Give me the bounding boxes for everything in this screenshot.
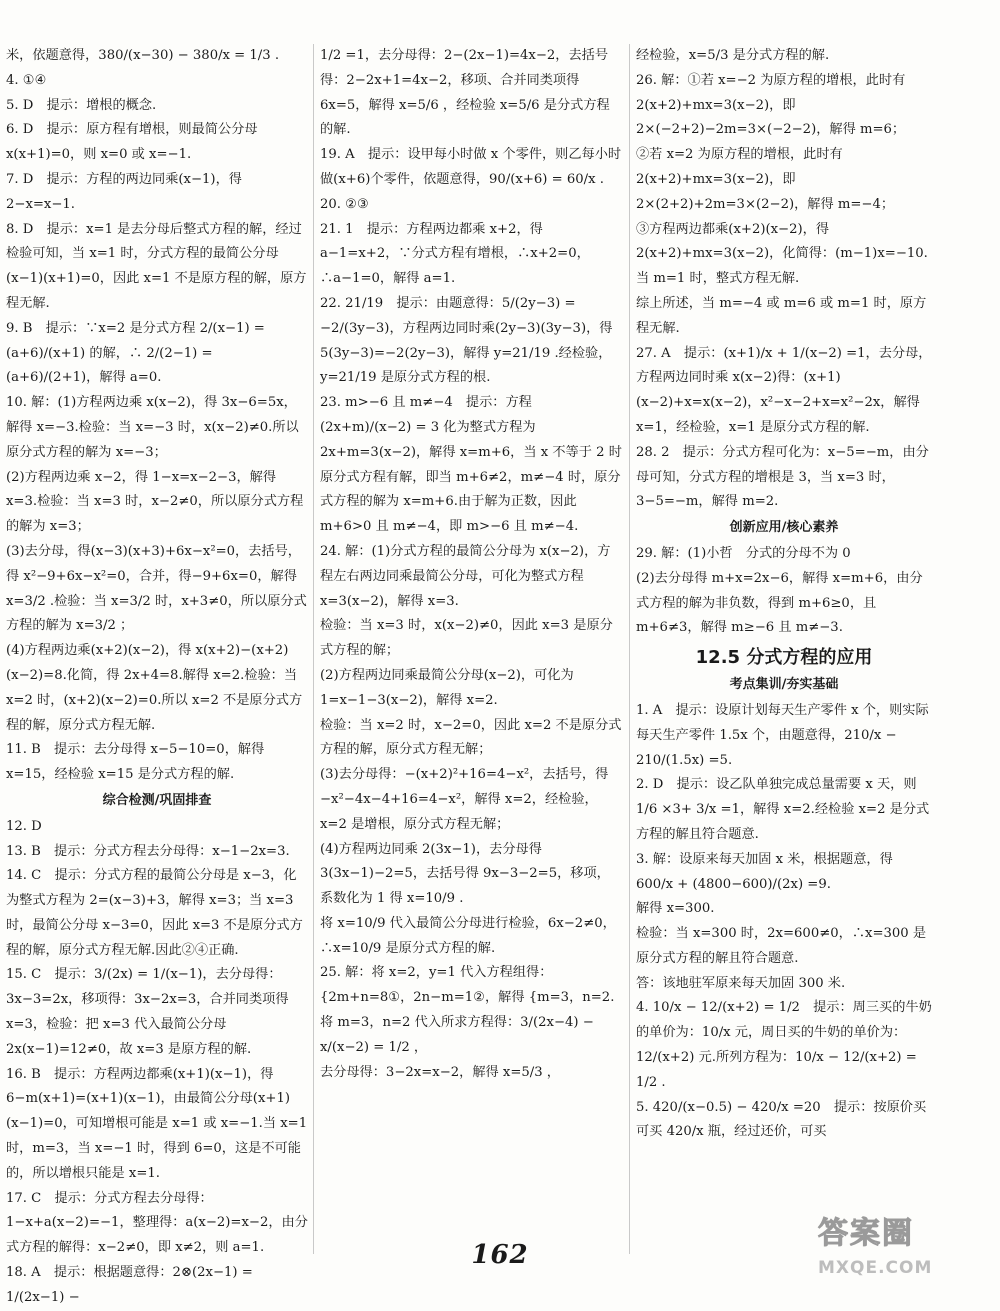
answer-column-left — [6, 44, 308, 1305]
answer-column-right — [636, 44, 932, 1239]
answer-item: 解得 x=300. — [636, 901, 715, 917]
answer-item: 当 m=1 时，整式方程无解. — [636, 271, 800, 287]
chapter-title: 分式方程的应用 — [746, 647, 873, 669]
answer-item: 检验：当 x=3 时，x(x−2)≠0，因此 x=3 是原分式方程的解； — [320, 618, 613, 659]
answer-item: 28. 2 提示：分式方程可化为：x−5=−m，由分母可知，分式方程的增根是 3，当 x=3 时，3−5=−m，解得 m=2. — [636, 444, 929, 510]
answer-item: 综上所述，当 m=−4 或 m=6 或 m=1 时，原方程无解. — [636, 295, 927, 336]
answer-item: (4)方程两边乘(x+2)(x−2)，得 x(x+2)−(x+2)(x−2)=8.化简，得 2x+4=8.解得 x=2.检验：当 x=2 时，(x+2)(x−2)=0.所以 x=2 不是原分式方程的解，原分式方程无解. — [6, 643, 303, 733]
answer-item: 27. A 提示：(x+1)/x + 1/(x−2) =1，去分母，方程两边同时乘 x(x−2)得：(x+1)(x−2)+x=x(x−2)，x²−x−2+x=x²−2x，解得 x=1，经检验，x=1 是原分式方程的解. — [636, 345, 932, 435]
answer-item: 24. 解：(1)分式方程的最简公分母为 x(x−2)，方程左右两边同乘最简公分母，可化为整式方程 x=3(x−2)，解得 x=3. — [320, 543, 611, 609]
answer-item: 将 x=10/9 代入最简公分母进行检验，6x−2≠0，∴x=10/9 是原分式方程的解. — [320, 915, 616, 956]
answer-item: 5. 420/(x−0.5) − 420/x =20 提示：按原价买可买 420/x 瓶，经过还价，可买 — [636, 1099, 927, 1140]
chapter-number: 12.5 — [695, 647, 741, 669]
answer-column-middle — [320, 44, 622, 1239]
answer-item: 19. A 提示：设甲每小时做 x 个零件，则乙每小时做(x+6)个零件，依题意得，90/(x+6) = 60/x . — [320, 147, 622, 187]
answer-item: 16. B 提示：方程两边都乘(x+1)(x−1)，得 6−m(x+1)=(x+1)(x−1)，由最简公分母(x+1)(x−1)=0，可知增根可能是 x=1 或 x=−1.当 x=1 时，m=3，当 x=−1 时，得到 6=0，这是不可能的，所以增根只能是 x=1. — [6, 1066, 308, 1181]
answer-item: 8. D 提示：x=1 是去分母后整式方程的解，经过检验可知，当 x=1 时，分式方程的最简公分母(x−1)(x+1)=0，因此 x=1 不是原方程的解，原方程无解. — [6, 221, 307, 311]
watermark-url: MXQE.COM — [818, 1258, 933, 1278]
answer-item: 2. D 提示：设乙队单独完成总量需要 x 天，则 1/6 ×3+ 3/x =1，解得 x=2.经检验 x=2 是分式方程的解且符合题意. — [636, 777, 930, 842]
answer-item: 14. C 提示：分式方程的最简公分母是 x−3，化为整式方程为 2=(x−3)+3，解得 x=3；当 x=3 时，最简公分母 x−3=0，因此 x=3 不是原分式方程的解，原分式方程无解.因此②④正确. — [6, 868, 303, 958]
answer-item: 将 m=3，n=2 代入所求方程得：3/(2x−4) − x/(x−2) = 1/2 ， — [320, 1015, 594, 1055]
answer-item: 去分母得：3−2x=x−2，解得 x=5/3 ， — [320, 1064, 560, 1080]
answer-item: 检验：当 x=300 时，2x=600≠0，∴x=300 是原分式方程的解且符合题意. — [636, 926, 927, 966]
answer-item: ③方程两边都乘(x+2)(x−2)，得 2(x+2)+mx=3(x−2)，化简得：(m−1)x=−10. — [636, 221, 928, 262]
answer-item: 9. B 提示：∵x=2 是分式方程 2/(x−1) = (a+6)/(x+1) 的解，∴ 2/(2−1) = (a+6)/(2+1)，解得 a=0. — [6, 320, 265, 386]
answer-item: (2)去分母得 m+x=2x−6，解得 x=m+6，由分式方程的解为非负数，得到 m+6≥0，且 m+6≠3，解得 m≥−6 且 m≠−3. — [636, 570, 923, 636]
answer-item: 23. m>−6 且 m≠−4 提示：方程 (2x+m)/(x−2) = 3 化为整式方程为 2x+m=3(x−2)，解得 x=m+6，当 x 不等于 2 时原分式方程有解，即当 m+6≠2，m≠−4 时，原分式方程的解为 x=m+6.由于解为正数，因此 m+6>0 且 m≠−4，即 m>−6 且 m≠−4. — [320, 395, 622, 535]
watermark-logo-text: 答案圈 — [818, 1216, 914, 1251]
answer-item: 25. 解：将 x=2，y=1 代入方程组得：{2m+n=8①，2n−m=1②，解得 {m=3，n=2. — [320, 965, 615, 1006]
answer-item: 答：该地驻军原来每天加固 300 米. — [636, 975, 846, 991]
answer-item: 3. 解：设原来每天加固 x 米，根据题意，得 600/x + (4800−600)/(2x) =9. — [636, 851, 893, 892]
answer-item: 13. B 提示：分式方程去分母得：x−1−2x=3. — [6, 843, 290, 859]
answer-item: 经检验，x=5/3 是分式方程的解. — [636, 48, 830, 63]
answer-item: (2)方程两边乘 x−2，得 1−x=x−2−3，解得 x=3.检验：当 x=3 时，x−2≠0，所以原分式方程的解为 x=3； — [6, 469, 304, 535]
page-number: 162 — [471, 1240, 529, 1270]
answer-item: 1. A 提示：设原计划每天生产零件 x 个，则实际每天生产零件 1.5x 个，由题意得，210/x − 210/(1.5x) =5. — [636, 702, 929, 768]
answer-item: 6. D 提示：原方程有增根，则最简公分母 x(x+1)=0，则 x=0 或 x=−1. — [6, 122, 258, 163]
column-divider — [629, 44, 630, 1254]
answer-item: 米，依题意得，380/(x−30) − 380/x = 1/3 . — [6, 48, 280, 63]
answer-item: 1/2 =1，去分母得：2−(2x−1)=4x−2，去括号得：2−2x+1=4x−2，移项、合并同类项得 6x=5，解得 x=5/6 ，经检验 x=5/6 是分式方程的解. — [320, 48, 610, 138]
answer-item: 检验：当 x=2 时，x−2=0，因此 x=2 不是原分式方程的解，原分式方程无解； — [320, 717, 622, 758]
answer-item: 22. 21/19 提示：由题意得：5/(2y−3) = −2/(3y−3)，方程两边同时乘(2y−3)(3y−3)，得 5(3y−3)=−2(2y−3)，解得 y=21/19 .经检验，y=21/19 是原分式方程的根. — [320, 295, 613, 386]
answer-item: 26. 解：①若 x=−2 为原方程的增根，此时有 2(x+2)+mx=3(x−2)，即 2×(−2+2)−2m=3×(−2−2)，解得 m=6； — [636, 72, 906, 138]
answer-item: 15. C 提示：3/(2x) = 1/(x−1)，去分母得：3x−3=2x，移项得：3x−2x=3，合并同类项得 x=3，检验：把 x=3 代入最简公分母 2x(x−1)=12≠0，故 x=3 是原方程的解. — [6, 967, 289, 1057]
answer-item: 11. B 提示：去分母得 x−5−10=0，解得 x=15，经检验 x=15 是分式方程的解. — [6, 742, 265, 783]
answer-item: 4. ①④ — [6, 72, 47, 88]
section-heading: 综合检测/巩固排查 — [102, 792, 212, 808]
section-heading: 考点集训/夯实基础 — [729, 677, 839, 693]
answer-item: 7. D 提示：方程的两边同乘(x−1)，得 2−x=x−1. — [6, 171, 242, 212]
answer-item: 17. C 提示：分式方程去分母得：1−x+a(x−2)=−1，整理得：a(x−2)=x−2，由分式方程的解得：x−2≠0，即 x≠2，则 a=1. — [6, 1190, 308, 1256]
answer-item: (3)去分母，得(x−3)(x+3)+6x−x²=0，去括号，得 x²−9+6x−x²=0，合并，得−9+6x=0，解得 x=3/2 .检验：当 x=3/2 时，x+3≠0，所以原分式方程的解为 x=3/2 ； — [6, 543, 307, 634]
answer-item: 21. 1 提示：方程两边都乘 x+2，得 a−1=x+2，∵分式方程有增根，∴x+2=0，∴a−1=0，解得 a=1. — [320, 221, 590, 287]
answer-item: (2)方程两边同乘最简公分母(x−2)，可化为 1=x−1−3(x−2)，解得 x=2. — [320, 667, 574, 708]
answer-item: 4. 10/x − 12/(x+2) = 1/2 提示：周三买的牛奶的单价为：10/x 元，周日买的牛奶的单价为：12/(x+2) 元.所列方程为：10/x − 12/(x+2) = 1/2 . — [636, 1000, 932, 1090]
answer-item: 18. A 提示：根据题意得：2⊗(2x−1) = 1/(2x−1) − — [6, 1265, 253, 1305]
answer-item: 5. D 提示：增根的概念. — [6, 97, 157, 113]
answer-item: 29. 解：(1)小哲 分式的分母不为 0 — [636, 545, 851, 561]
answer-item: (3)去分母得：−(x+2)²+16=4−x²，去括号，得−x²−4x−4+16=4−x²，解得 x=2，经检验，x=2 是增根，原分式方程无解； — [320, 767, 609, 832]
column-divider — [313, 44, 314, 1254]
answer-item: ②若 x=2 为原方程的增根，此时有 2(x+2)+mx=3(x−2)，即 2×(2+2)+2m=3×(2−2)，解得 m=−4； — [636, 147, 895, 212]
answer-item: 10. 解：(1)方程两边乘 x(x−2)，得 3x−6=5x，解得 x=−3.检验：当 x=−3 时，x(x−2)≠0.所以原分式方程的解为 x=−3； — [6, 395, 299, 460]
answer-item: 20. ②③ — [320, 196, 369, 212]
chapter-heading — [636, 644, 932, 672]
section-heading: 创新应用/核心素养 — [729, 520, 839, 536]
answer-item: (4)方程两边同乘 2(3x−1)，去分母得 3(3x−1)−2=5，去括号得 9x−3−2=5，移项，系数化为 1 得 x=10/9 . — [320, 841, 610, 907]
answer-item: 12. D — [6, 818, 42, 834]
